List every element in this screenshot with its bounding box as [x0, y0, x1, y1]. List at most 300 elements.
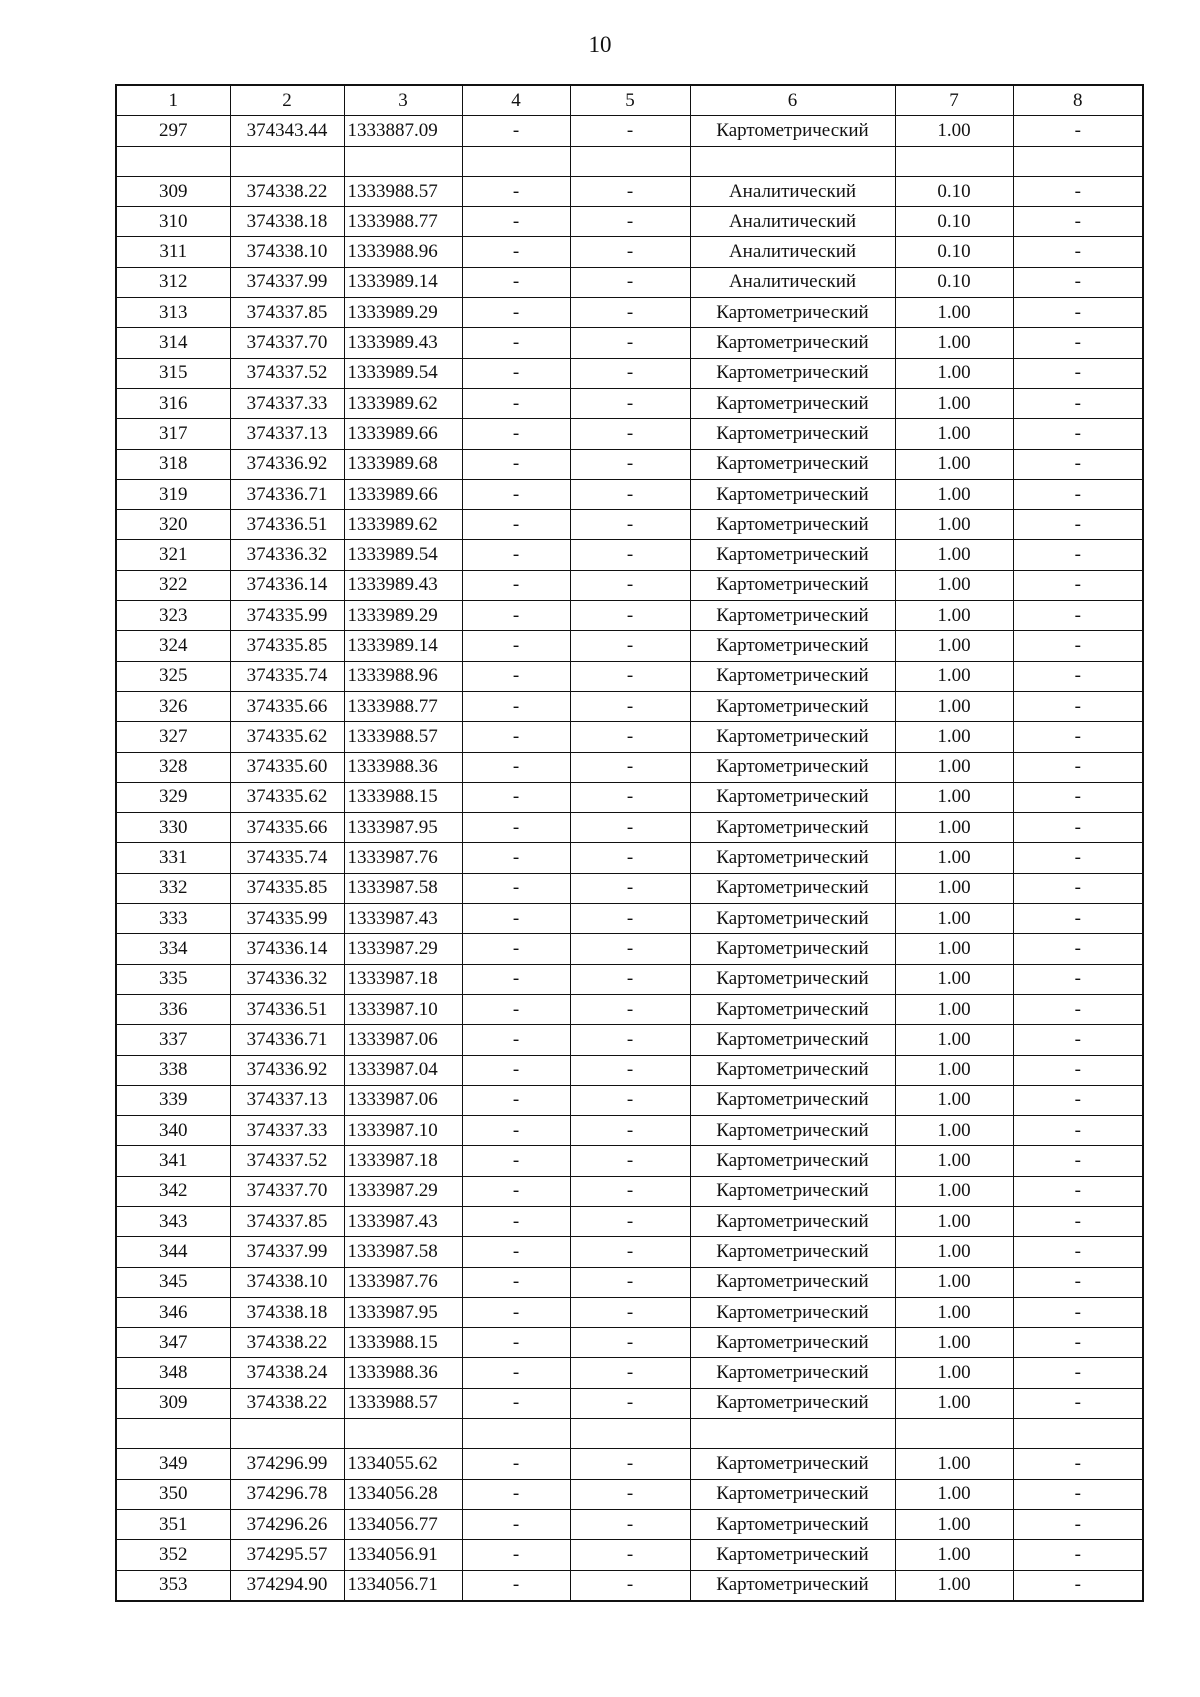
- table-cell-col-2: 374337.13: [230, 1085, 344, 1115]
- table-cell-col-3: 1333988.77: [344, 691, 462, 721]
- table-cell-col-4: -: [462, 843, 570, 873]
- table-cell-col-8: [1013, 146, 1143, 176]
- table-cell-col-4: -: [462, 752, 570, 782]
- table-cell-col-7: 0.10: [895, 237, 1013, 267]
- table-cell-col-1: 321: [116, 540, 230, 570]
- table-cell-col-1: 325: [116, 661, 230, 691]
- table-cell-col-8: -: [1013, 1025, 1143, 1055]
- table-cell-col-5: -: [570, 813, 690, 843]
- table-cell-col-3: 1334056.77: [344, 1509, 462, 1539]
- table-cell-col-6: Картометрический: [690, 964, 895, 994]
- table-row: [116, 540, 1143, 570]
- table-cell-col-5: -: [570, 1540, 690, 1570]
- table-cell-col-8: -: [1013, 1479, 1143, 1509]
- table-cell-col-4: -: [462, 207, 570, 237]
- table-cell-col-6: Аналитический: [690, 237, 895, 267]
- table-cell-col-7: 0.10: [895, 207, 1013, 237]
- table-cell-col-8: -: [1013, 691, 1143, 721]
- table-cell-col-6: Аналитический: [690, 267, 895, 297]
- table-cell-col-8: -: [1013, 1085, 1143, 1115]
- table-cell-col-2: 374337.99: [230, 267, 344, 297]
- table-cell-col-4: -: [462, 691, 570, 721]
- table-cell-col-8: -: [1013, 964, 1143, 994]
- table-cell-col-6: Картометрический: [690, 1055, 895, 1085]
- table-cell-col-8: -: [1013, 298, 1143, 328]
- table-cell-col-3: 1333987.29: [344, 1176, 462, 1206]
- table-body: [116, 116, 1143, 1601]
- table-row: [116, 873, 1143, 903]
- table-cell-col-1: 329: [116, 782, 230, 812]
- table-cell-col-7: 1.00: [895, 904, 1013, 934]
- table-row: [116, 1176, 1143, 1206]
- table-cell-col-2: 374336.32: [230, 964, 344, 994]
- column-header-5: 5: [570, 85, 690, 116]
- table-cell-col-1: 337: [116, 1025, 230, 1055]
- table-cell-col-4: -: [462, 479, 570, 509]
- table-cell-col-8: -: [1013, 904, 1143, 934]
- table-cell-col-1: 339: [116, 1085, 230, 1115]
- table-cell-col-1: 315: [116, 358, 230, 388]
- table-cell-col-1: 333: [116, 904, 230, 934]
- table-cell-col-7: 1.00: [895, 1025, 1013, 1055]
- table-cell-col-5: -: [570, 237, 690, 267]
- table-cell-col-5: -: [570, 1116, 690, 1146]
- table-cell-col-3: 1333989.66: [344, 419, 462, 449]
- table-cell-col-2: [230, 1419, 344, 1449]
- table-cell-col-6: Картометрический: [690, 449, 895, 479]
- table-cell-col-3: 1333987.76: [344, 843, 462, 873]
- table-cell-col-1: 341: [116, 1146, 230, 1176]
- table-cell-col-7: 1.00: [895, 510, 1013, 540]
- table-cell-col-6: Картометрический: [690, 1237, 895, 1267]
- table-cell-col-3: 1333988.36: [344, 1358, 462, 1388]
- table-cell-col-3: 1333989.68: [344, 449, 462, 479]
- table-cell-col-7: 1.00: [895, 1328, 1013, 1358]
- table-row: [116, 1146, 1143, 1176]
- table-cell-col-4: -: [462, 1479, 570, 1509]
- table-cell-col-6: Картометрический: [690, 813, 895, 843]
- table-cell-col-7: 1.00: [895, 388, 1013, 418]
- table-cell-col-7: 1.00: [895, 449, 1013, 479]
- table-cell-col-4: -: [462, 1085, 570, 1115]
- table-cell-col-8: -: [1013, 813, 1143, 843]
- table-cell-col-5: -: [570, 207, 690, 237]
- table-cell-col-2: 374335.85: [230, 631, 344, 661]
- table-cell-col-5: -: [570, 267, 690, 297]
- table-cell-col-4: -: [462, 328, 570, 358]
- table-cell-col-6: Картометрический: [690, 1297, 895, 1327]
- column-header-6: 6: [690, 85, 895, 116]
- table-cell-col-8: -: [1013, 176, 1143, 206]
- table-cell-col-7: 1.00: [895, 358, 1013, 388]
- table-cell-col-7: 1.00: [895, 752, 1013, 782]
- table-cell-col-4: -: [462, 267, 570, 297]
- table-cell-col-1: 335: [116, 964, 230, 994]
- table-cell-col-4: [462, 1419, 570, 1449]
- table-cell-col-1: [116, 1419, 230, 1449]
- table-cell-col-4: -: [462, 176, 570, 206]
- table-row: [116, 449, 1143, 479]
- table-cell-col-8: -: [1013, 570, 1143, 600]
- table-cell-col-5: -: [570, 388, 690, 418]
- table-cell-col-4: [462, 146, 570, 176]
- table-cell-col-6: Картометрический: [690, 1388, 895, 1418]
- table-cell-col-5: -: [570, 540, 690, 570]
- blank-row: [116, 1419, 1143, 1449]
- table-cell-col-1: 332: [116, 873, 230, 903]
- table-row: [116, 904, 1143, 934]
- table-cell-col-6: Аналитический: [690, 176, 895, 206]
- column-header-2: 2: [230, 85, 344, 116]
- table-cell-col-5: -: [570, 994, 690, 1024]
- table-row: [116, 843, 1143, 873]
- table-cell-col-1: 349: [116, 1449, 230, 1479]
- table-cell-col-5: -: [570, 1358, 690, 1388]
- table-cell-col-2: 374335.74: [230, 843, 344, 873]
- table-cell-col-8: -: [1013, 1358, 1143, 1388]
- column-header-1: 1: [116, 85, 230, 116]
- table-cell-col-8: -: [1013, 782, 1143, 812]
- table-cell-col-6: Картометрический: [690, 1085, 895, 1115]
- table-cell-col-8: -: [1013, 328, 1143, 358]
- table-row: [116, 1237, 1143, 1267]
- table-cell-col-5: -: [570, 964, 690, 994]
- table-row: [116, 722, 1143, 752]
- table-row: [116, 1358, 1143, 1388]
- table-cell-col-4: -: [462, 813, 570, 843]
- table-cell-col-1: 319: [116, 479, 230, 509]
- table-cell-col-2: 374336.92: [230, 449, 344, 479]
- table-cell-col-1: 351: [116, 1509, 230, 1539]
- table-row: [116, 813, 1143, 843]
- table-cell-col-8: -: [1013, 479, 1143, 509]
- column-header-8: 8: [1013, 85, 1143, 116]
- table-cell-col-7: 1.00: [895, 1297, 1013, 1327]
- table-cell-col-6: Картометрический: [690, 419, 895, 449]
- table-cell-col-1: 320: [116, 510, 230, 540]
- table-cell-col-4: -: [462, 1297, 570, 1327]
- table-cell-col-8: -: [1013, 1509, 1143, 1539]
- table-cell-col-2: 374338.24: [230, 1358, 344, 1388]
- table-cell-col-4: -: [462, 1570, 570, 1601]
- table-row: [116, 207, 1143, 237]
- table-cell-col-5: -: [570, 328, 690, 358]
- table-cell-col-5: -: [570, 1297, 690, 1327]
- table-cell-col-4: -: [462, 1237, 570, 1267]
- table-cell-col-4: -: [462, 1116, 570, 1146]
- table-row: [116, 358, 1143, 388]
- table-cell-col-5: -: [570, 873, 690, 903]
- table-cell-col-5: -: [570, 1570, 690, 1601]
- table-cell-col-4: -: [462, 237, 570, 267]
- table-cell-col-4: -: [462, 1176, 570, 1206]
- table-cell-col-1: 353: [116, 1570, 230, 1601]
- table-cell-col-2: 374335.66: [230, 813, 344, 843]
- table-cell-col-5: -: [570, 691, 690, 721]
- table-cell-col-8: -: [1013, 449, 1143, 479]
- table-cell-col-3: 1333989.62: [344, 388, 462, 418]
- table-cell-col-3: 1333989.62: [344, 510, 462, 540]
- table-cell-col-6: Картометрический: [690, 388, 895, 418]
- blank-row: [116, 146, 1143, 176]
- table-cell-col-5: -: [570, 1509, 690, 1539]
- table-cell-col-6: Картометрический: [690, 479, 895, 509]
- table-cell-col-1: [116, 146, 230, 176]
- table-cell-col-6: Аналитический: [690, 207, 895, 237]
- table-cell-col-7: 1.00: [895, 479, 1013, 509]
- table-cell-col-6: Картометрический: [690, 1116, 895, 1146]
- table-cell-col-7: 1.00: [895, 1388, 1013, 1418]
- page-number: 10: [588, 32, 612, 57]
- table-cell-col-4: -: [462, 994, 570, 1024]
- table-row: [116, 479, 1143, 509]
- table-cell-col-6: Картометрический: [690, 904, 895, 934]
- table-cell-col-3: 1333988.36: [344, 752, 462, 782]
- table-cell-col-8: -: [1013, 1146, 1143, 1176]
- table-cell-col-7: 1.00: [895, 782, 1013, 812]
- table-cell-col-3: 1333987.18: [344, 1146, 462, 1176]
- table-cell-col-1: 311: [116, 237, 230, 267]
- table-cell-col-5: [570, 1419, 690, 1449]
- table-cell-col-3: 1333987.58: [344, 1237, 462, 1267]
- table-cell-col-4: -: [462, 1055, 570, 1085]
- table-cell-col-8: -: [1013, 661, 1143, 691]
- table-row: [116, 1206, 1143, 1236]
- table-cell-col-2: 374294.90: [230, 1570, 344, 1601]
- table-cell-col-4: -: [462, 722, 570, 752]
- table-cell-col-7: 1.00: [895, 1267, 1013, 1297]
- table-row: [116, 510, 1143, 540]
- table-cell-col-6: Картометрический: [690, 631, 895, 661]
- table-cell-col-4: -: [462, 570, 570, 600]
- table-cell-col-5: -: [570, 1025, 690, 1055]
- table-row: [116, 1055, 1143, 1085]
- table-cell-col-8: -: [1013, 267, 1143, 297]
- table-cell-col-4: -: [462, 510, 570, 540]
- table-cell-col-2: 374336.71: [230, 1025, 344, 1055]
- table-row: [116, 1449, 1143, 1479]
- table-cell-col-4: -: [462, 1267, 570, 1297]
- table-cell-col-5: -: [570, 1237, 690, 1267]
- table-cell-col-2: 374337.52: [230, 1146, 344, 1176]
- table-cell-col-6: Картометрический: [690, 1176, 895, 1206]
- table-row: [116, 752, 1143, 782]
- table-cell-col-6: Картометрический: [690, 691, 895, 721]
- table-cell-col-5: -: [570, 661, 690, 691]
- table-cell-col-1: 334: [116, 934, 230, 964]
- table-cell-col-4: -: [462, 1509, 570, 1539]
- table-cell-col-8: -: [1013, 510, 1143, 540]
- table-cell-col-8: -: [1013, 419, 1143, 449]
- table-cell-col-3: 1333988.57: [344, 176, 462, 206]
- table-cell-col-2: 374337.52: [230, 358, 344, 388]
- table-cell-col-3: 1333989.29: [344, 601, 462, 631]
- table-cell-col-6: Картометрический: [690, 722, 895, 752]
- table-cell-col-1: 327: [116, 722, 230, 752]
- table-cell-col-1: 352: [116, 1540, 230, 1570]
- table-cell-col-3: 1333987.06: [344, 1025, 462, 1055]
- column-header-7: 7: [895, 85, 1013, 116]
- table-row: [116, 1479, 1143, 1509]
- table-cell-col-2: 374336.32: [230, 540, 344, 570]
- table-cell-col-2: 374338.22: [230, 1388, 344, 1418]
- table-cell-col-2: 374337.70: [230, 1176, 344, 1206]
- table-cell-col-7: 1.00: [895, 570, 1013, 600]
- table-cell-col-4: -: [462, 540, 570, 570]
- table-cell-col-6: Картометрический: [690, 661, 895, 691]
- table-cell-col-7: 1.00: [895, 1570, 1013, 1601]
- table-cell-col-6: Картометрический: [690, 1570, 895, 1601]
- table-cell-col-2: 374337.85: [230, 298, 344, 328]
- coordinates-table: [115, 84, 1144, 1602]
- table-cell-col-2: 374338.18: [230, 207, 344, 237]
- table-cell-col-7: 1.00: [895, 813, 1013, 843]
- table-cell-col-8: -: [1013, 1267, 1143, 1297]
- table-cell-col-3: 1333989.29: [344, 298, 462, 328]
- table-cell-col-3: 1333989.43: [344, 328, 462, 358]
- table-cell-col-8: -: [1013, 722, 1143, 752]
- table-cell-col-4: -: [462, 1449, 570, 1479]
- table-cell-col-1: 318: [116, 449, 230, 479]
- table-cell-col-1: 328: [116, 752, 230, 782]
- table-row: [116, 1085, 1143, 1115]
- table-cell-col-7: [895, 146, 1013, 176]
- table-cell-col-1: 317: [116, 419, 230, 449]
- table-row: [116, 1116, 1143, 1146]
- table-cell-col-2: 374338.18: [230, 1297, 344, 1327]
- table-row: [116, 1540, 1143, 1570]
- table-cell-col-5: -: [570, 116, 690, 146]
- table-cell-col-7: 1.00: [895, 691, 1013, 721]
- table-cell-col-5: -: [570, 419, 690, 449]
- table-row: [116, 419, 1143, 449]
- table-cell-col-3: 1333988.77: [344, 207, 462, 237]
- table-cell-col-5: -: [570, 1328, 690, 1358]
- table-cell-col-8: -: [1013, 1055, 1143, 1085]
- table-cell-col-7: 1.00: [895, 298, 1013, 328]
- table-cell-col-7: 1.00: [895, 1085, 1013, 1115]
- table-cell-col-6: Картометрический: [690, 1358, 895, 1388]
- table-cell-col-6: Картометрический: [690, 1449, 895, 1479]
- table-cell-col-1: 314: [116, 328, 230, 358]
- table-cell-col-2: 374337.13: [230, 419, 344, 449]
- table-cell-col-7: 1.00: [895, 661, 1013, 691]
- table-cell-col-6: Картометрический: [690, 782, 895, 812]
- table-cell-col-1: 297: [116, 116, 230, 146]
- table-cell-col-3: 1333987.29: [344, 934, 462, 964]
- table-cell-col-2: 374338.10: [230, 1267, 344, 1297]
- table-cell-col-6: Картометрический: [690, 1479, 895, 1509]
- table-row: [116, 1025, 1143, 1055]
- table-cell-col-2: 374336.51: [230, 510, 344, 540]
- table-cell-col-1: 350: [116, 1479, 230, 1509]
- table-cell-col-7: 1.00: [895, 631, 1013, 661]
- table-cell-col-3: 1334056.28: [344, 1479, 462, 1509]
- table-cell-col-3: 1334056.71: [344, 1570, 462, 1601]
- table-cell-col-8: -: [1013, 873, 1143, 903]
- table-cell-col-8: -: [1013, 934, 1143, 964]
- table-cell-col-2: 374335.62: [230, 782, 344, 812]
- table-cell-col-5: -: [570, 1206, 690, 1236]
- table-cell-col-8: -: [1013, 540, 1143, 570]
- table-cell-col-5: -: [570, 843, 690, 873]
- table-cell-col-5: -: [570, 298, 690, 328]
- table-row: [116, 237, 1143, 267]
- table-row: [116, 964, 1143, 994]
- table-cell-col-2: 374336.14: [230, 934, 344, 964]
- table-cell-col-4: -: [462, 934, 570, 964]
- table-cell-col-5: -: [570, 782, 690, 812]
- table-cell-col-6: Картометрический: [690, 1328, 895, 1358]
- table-cell-col-1: 346: [116, 1297, 230, 1327]
- table-cell-col-2: 374338.22: [230, 176, 344, 206]
- table-cell-col-7: 1.00: [895, 1509, 1013, 1539]
- table-cell-col-7: 1.00: [895, 1237, 1013, 1267]
- table-cell-col-4: -: [462, 1540, 570, 1570]
- table-cell-col-5: -: [570, 752, 690, 782]
- table-cell-col-7: 1.00: [895, 601, 1013, 631]
- table-cell-col-2: 374335.60: [230, 752, 344, 782]
- column-header-4: 4: [462, 85, 570, 116]
- table-cell-col-5: -: [570, 934, 690, 964]
- table-cell-col-5: -: [570, 570, 690, 600]
- table-cell-col-4: -: [462, 419, 570, 449]
- table-cell-col-4: -: [462, 782, 570, 812]
- table-cell-col-5: -: [570, 631, 690, 661]
- table-cell-col-1: 324: [116, 631, 230, 661]
- table-cell-col-3: 1333987.10: [344, 994, 462, 1024]
- table-cell-col-4: -: [462, 1358, 570, 1388]
- table-cell-col-2: 374295.57: [230, 1540, 344, 1570]
- table-cell-col-7: 1.00: [895, 116, 1013, 146]
- table-cell-col-7: 1.00: [895, 722, 1013, 752]
- table-cell-col-3: [344, 146, 462, 176]
- table-cell-col-1: 312: [116, 267, 230, 297]
- table-cell-col-1: 331: [116, 843, 230, 873]
- table-cell-col-3: 1333987.10: [344, 1116, 462, 1146]
- table-cell-col-8: -: [1013, 1116, 1143, 1146]
- table-cell-col-1: 330: [116, 813, 230, 843]
- table-cell-col-2: 374337.33: [230, 388, 344, 418]
- table-row: [116, 1297, 1143, 1327]
- table-cell-col-8: -: [1013, 1388, 1143, 1418]
- table-cell-col-6: Картометрический: [690, 601, 895, 631]
- table-cell-col-8: -: [1013, 116, 1143, 146]
- table-cell-col-6: Картометрический: [690, 873, 895, 903]
- table-cell-col-8: -: [1013, 631, 1143, 661]
- table-cell-col-8: -: [1013, 1570, 1143, 1601]
- table-cell-col-7: 1.00: [895, 1146, 1013, 1176]
- table-cell-col-8: -: [1013, 1176, 1143, 1206]
- table-cell-col-6: Картометрический: [690, 1206, 895, 1236]
- table-cell-col-2: 374337.99: [230, 1237, 344, 1267]
- table-cell-col-4: -: [462, 116, 570, 146]
- table-cell-col-4: -: [462, 1146, 570, 1176]
- table-cell-col-3: 1333989.54: [344, 540, 462, 570]
- table-cell-col-1: 338: [116, 1055, 230, 1085]
- table-cell-col-3: 1333987.76: [344, 1267, 462, 1297]
- table-cell-col-6: Картометрический: [690, 934, 895, 964]
- table-cell-col-1: 326: [116, 691, 230, 721]
- table-cell-col-1: 347: [116, 1328, 230, 1358]
- table-cell-col-5: -: [570, 1479, 690, 1509]
- table-row: [116, 176, 1143, 206]
- table-row: [116, 661, 1143, 691]
- table-cell-col-6: Картометрический: [690, 752, 895, 782]
- table-cell-col-2: 374335.99: [230, 601, 344, 631]
- table-cell-col-6: [690, 146, 895, 176]
- table-cell-col-2: 374337.85: [230, 1206, 344, 1236]
